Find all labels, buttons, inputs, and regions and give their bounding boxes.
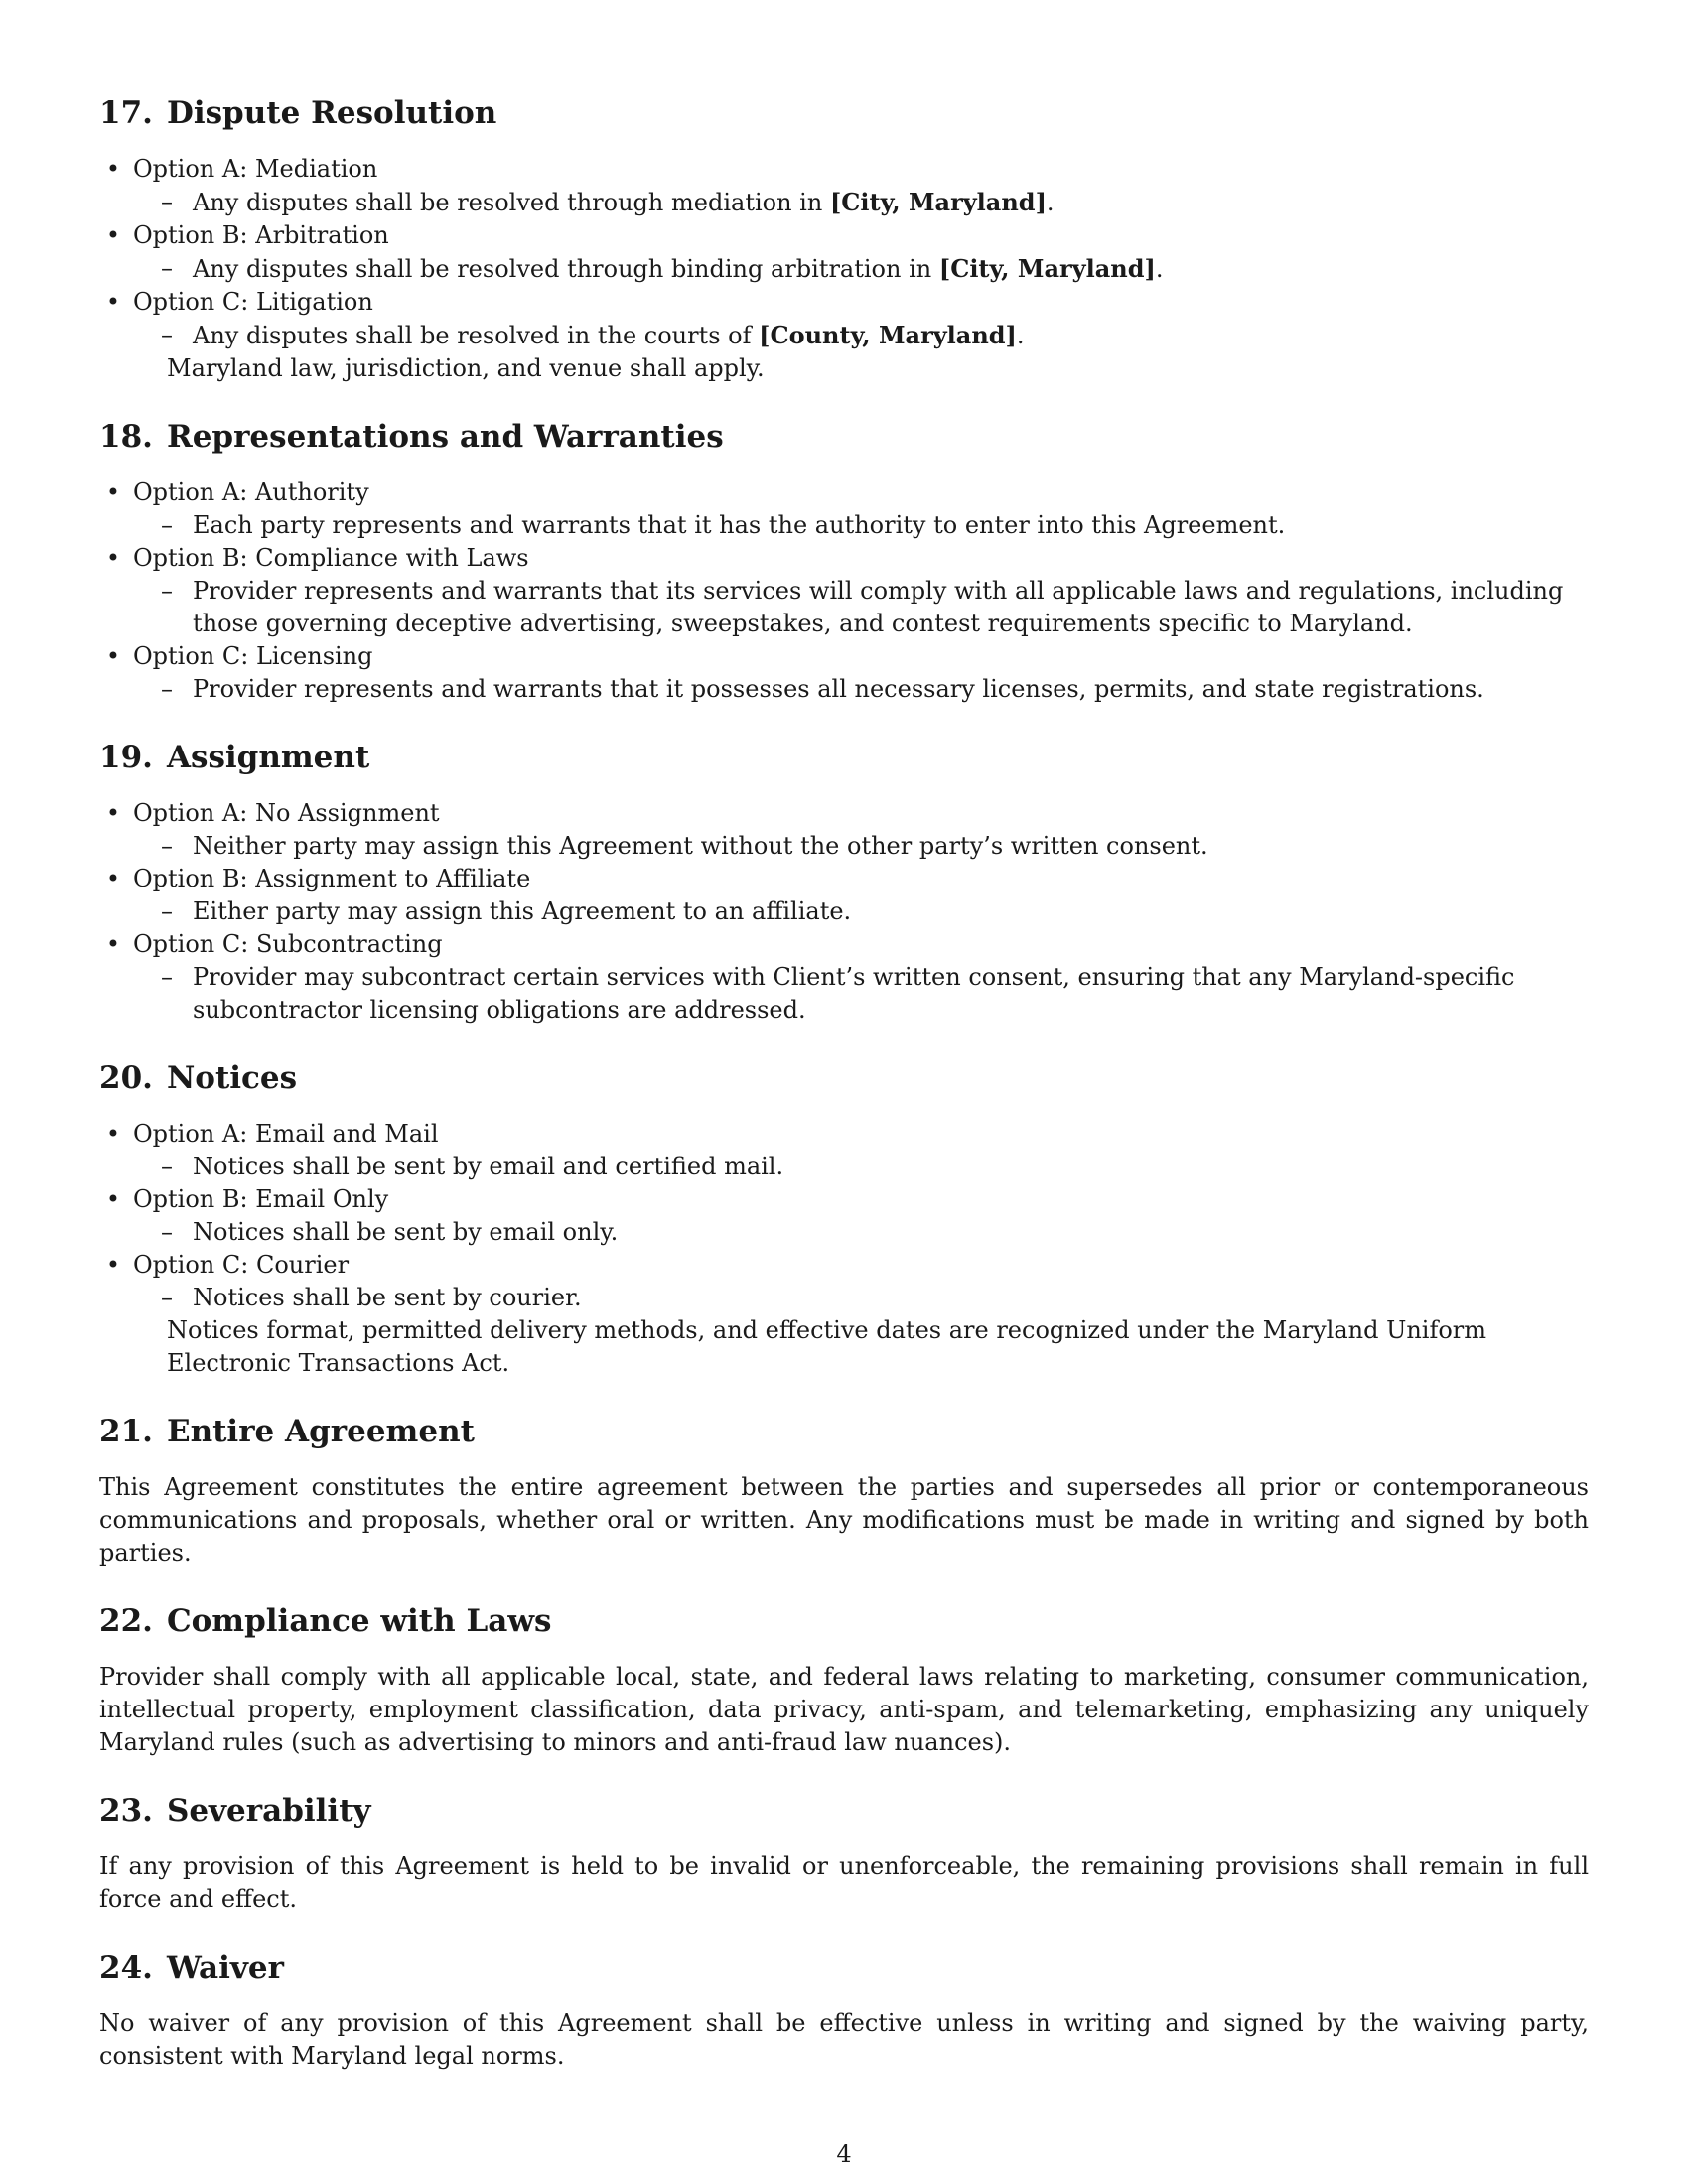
option-detail: – Any disputes shall be resolved through mediation in [City, Maryland]. (161, 188, 1055, 216)
dash-icon: – (161, 577, 173, 605)
option-detail: – Any disputes shall be resolved in the courts of [County, Maryland]. (161, 321, 1025, 349)
section-note: Notices format, permitted delivery methods, and effective dates are recognized under the Maryland Uniform Electronic Transactions Act. (167, 1316, 1487, 1377)
option-item (105, 928, 1589, 1026)
option-list (99, 153, 1589, 352)
section-title: Dispute Resolution (166, 95, 497, 131)
section-paragraph: This Agreement constitutes the entire agreement between the parties and supersedes all prior or contemporaneous communications and proposals, whether oral or written. Any modifications must be made in writing and signed by both parties. (99, 1473, 1589, 1567)
option-label: Option C: Licensing (133, 642, 373, 670)
section-title: Waiver (166, 1950, 284, 1985)
option-list (99, 1118, 1589, 1314)
dash-icon: – (161, 897, 173, 925)
section-severability (99, 1789, 1589, 1916)
dash-icon: – (161, 1284, 173, 1311)
bullet-icon: • (105, 799, 121, 827)
section-notices (99, 1056, 1589, 1380)
section-heading (99, 736, 1589, 779)
section-number: 17. (99, 95, 153, 131)
section-number: 19. (99, 740, 153, 775)
option-label: Option A: Email and Mail (133, 1120, 439, 1148)
bullet-icon: • (105, 642, 121, 670)
dash-icon: – (161, 963, 173, 991)
section-heading (99, 1946, 1589, 1989)
section-heading (99, 91, 1589, 135)
section-title: Assignment (166, 740, 370, 775)
option-item (105, 640, 1589, 706)
section-number: 23. (99, 1793, 153, 1829)
dash-icon: – (161, 1218, 173, 1246)
option-detail: – Provider represents and warrants that it possesses all necessary licenses, permits, and state registrations. (133, 673, 1589, 706)
section-heading (99, 415, 1589, 459)
section-title: Entire Agreement (166, 1414, 475, 1449)
option-item (105, 477, 1589, 542)
bullet-icon: • (105, 478, 121, 506)
section-title: Severability (166, 1793, 371, 1829)
section-dispute-resolution (99, 91, 1589, 385)
option-item (105, 286, 1589, 352)
option-item (105, 1183, 1589, 1249)
bullet-icon: • (105, 1120, 121, 1148)
section-title: Compliance with Laws (166, 1603, 552, 1639)
section-title: Notices (166, 1060, 298, 1096)
option-label: Option C: Courier (133, 1251, 350, 1279)
option-detail: – Notices shall be sent by email only. (133, 1216, 1589, 1249)
option-item (105, 542, 1589, 640)
bullet-icon: • (105, 544, 121, 572)
bullet-icon: • (105, 865, 121, 892)
bullet-icon: • (105, 221, 121, 249)
option-item (105, 1118, 1589, 1183)
section-number: 22. (99, 1603, 153, 1639)
section-number: 21. (99, 1414, 153, 1449)
option-detail: – Notices shall be sent by courier. (133, 1282, 1589, 1314)
section-heading (99, 1056, 1589, 1100)
section-number: 20. (99, 1060, 153, 1096)
option-label: Option B: Compliance with Laws (133, 544, 529, 572)
option-detail: – Any disputes shall be resolved through binding arbitration in [City, Maryland]. (161, 254, 1164, 283)
option-list (99, 477, 1589, 706)
option-item (105, 219, 1589, 286)
option-item (105, 153, 1589, 219)
section-paragraph: Provider shall comply with all applicable local, state, and federal laws relating to marketing, consumer communication, intellectual property, employment classification, data privacy, anti-spam, and telemarketing, emphasizing any uniquely Maryland rules (such as advertising to minors and anti-fraud law nuances). (99, 1663, 1589, 1756)
dash-icon: – (161, 1153, 173, 1180)
option-item (105, 797, 1589, 863)
dash-icon: – (161, 254, 173, 282)
bullet-icon: • (105, 155, 121, 183)
option-list (99, 797, 1589, 1026)
dash-icon: – (161, 511, 173, 539)
option-detail: – Provider may subcontract certain services with Client’s written consent, ensuring that any Maryland-specific subcontractor licensing obligations are addressed. (161, 963, 1515, 1024)
bullet-icon: • (105, 930, 121, 958)
option-label: Option B: Email Only (133, 1185, 389, 1213)
section-paragraph: If any provision of this Agreement is held to be invalid or unenforceable, the remaining provisions shall remain in full force and effect. (99, 1852, 1589, 1913)
option-item (105, 863, 1589, 928)
option-detail: – Each party represents and warrants that it has the authority to enter into this Agreement. (133, 509, 1589, 542)
option-detail: – Either party may assign this Agreement to an affiliate. (133, 895, 1589, 928)
section-heading (99, 1599, 1589, 1643)
section-assignment (99, 736, 1589, 1026)
option-label: Option A: Mediation (133, 155, 378, 183)
option-label: Option A: Authority (133, 478, 369, 506)
page-number: 4 (836, 2140, 852, 2168)
option-label: Option C: Litigation (133, 288, 373, 316)
bullet-icon: • (105, 1251, 121, 1279)
dash-icon: – (161, 675, 173, 703)
dash-icon: – (161, 188, 173, 215)
bullet-icon: • (105, 1185, 121, 1213)
option-item (105, 1249, 1589, 1314)
option-detail: – Notices shall be sent by email and certified mail. (133, 1151, 1589, 1183)
section-number: 24. (99, 1950, 153, 1985)
option-label: Option B: Assignment to Affiliate (133, 865, 531, 892)
option-label: Option A: No Assignment (133, 799, 440, 827)
option-label: Option C: Subcontracting (133, 930, 443, 958)
section-heading (99, 1410, 1589, 1453)
dash-icon: – (161, 321, 173, 348)
section-title: Representations and Warranties (166, 419, 724, 455)
option-label: Option B: Arbitration (133, 221, 389, 249)
dash-icon: – (161, 832, 173, 860)
section-note: Maryland law, jurisdiction, and venue shall apply. (167, 354, 765, 382)
option-detail: – Provider represents and warrants that its services will comply with all applicable laws and regulations, including those governing deceptive advertising, sweepstakes, and contest requirements specific to Maryland. (161, 577, 1564, 637)
section-heading (99, 1789, 1589, 1833)
section-waiver (99, 1946, 1589, 2073)
section-number: 18. (99, 419, 153, 455)
section-entire-agreement (99, 1410, 1589, 1570)
section-compliance-with-laws (99, 1599, 1589, 1759)
option-detail: – Neither party may assign this Agreement without the other party’s written consent. (133, 830, 1589, 863)
section-paragraph: No waiver of any provision of this Agreement shall be effective unless in writing and signed by the waiving party, consistent with Maryland legal norms. (99, 2009, 1589, 2070)
section-representations-warranties (99, 415, 1589, 706)
bullet-icon: • (105, 288, 121, 316)
